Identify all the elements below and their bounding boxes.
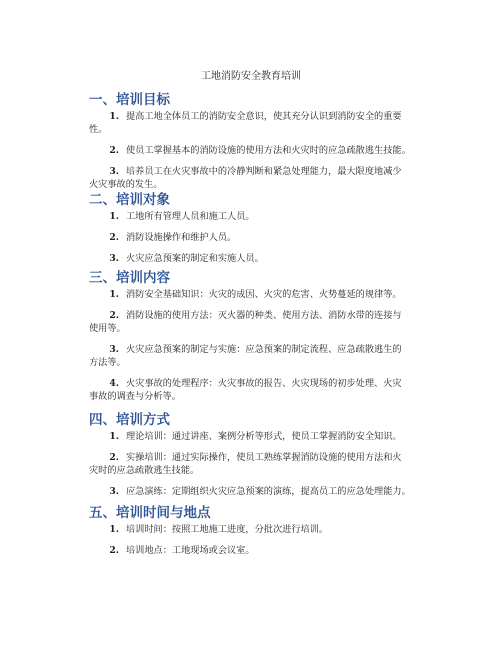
section-heading: 三、培训内容 [89,270,170,286]
section-heading: 四、培训方式 [89,412,170,428]
section-4 [89,412,439,506]
list-item-number: 3. [109,344,119,355]
list-item-text: 火灾事故的处理程序：火灾事故的报告、火灾现场的初步处理、火灾 [126,378,402,389]
list-item-text: 火灾事故的发生。 [89,179,163,190]
list-item [89,343,439,369]
section-5 [89,505,439,565]
list-item-number: 1. [109,431,119,442]
section-heading: 五、培训时间与地点 [89,505,211,521]
list-item-text: 培训时间：按照工地施工进度，分批次进行培训。 [126,524,329,535]
list-item-number: 1. [109,289,119,300]
list-item-text: 事故的调查与分析等。 [89,391,181,402]
list-item-number: 3. [109,166,119,177]
list-item [89,144,439,157]
list-item [89,288,439,301]
list-item-text: 工地所有管理人员和施工人员。 [126,211,255,222]
list-item-text: 消防安全基础知识：火灾的成因、火灾的危害、火势蔓延的规律等。 [126,289,402,300]
section-2 [89,192,439,273]
list-item-text: 灾时的应急疏散逃生技能。 [89,465,200,476]
list-item-text: 性。 [89,124,108,135]
list-item [89,377,439,403]
document-title: 工地消防安全教育培训 [201,71,301,82]
list-item-number: 1. [109,524,119,535]
list-item-text: 提高工地全体员工的消防安全意识，使其充分认识到消防安全的重要 [126,111,402,122]
list-item-text: 消防设施操作和维护人员。 [126,232,237,243]
list-item [89,544,439,557]
list-item-number: 3. [109,486,119,497]
section-3 [89,270,439,411]
list-item-text: 火灾应急预案的制定与实施：应急预案的制定流程、应急疏散逃生的 [126,344,402,355]
list-item [89,165,439,191]
list-item-text: 实操培训：通过实际操作，使员工熟练掌握消防设施的使用方法和火 [126,452,402,463]
list-item [89,451,439,477]
list-item-text: 火灾应急预案的制定和实施人员。 [126,253,264,264]
list-item-text: 消防设施的使用方法：灭火器的种类、使用方法、消防水带的连接与 [126,310,402,321]
list-item [89,110,439,136]
list-item-number: 2. [109,145,119,156]
list-item-number: 2. [109,545,119,556]
list-item-text: 培训地点：工地现场或会议室。 [126,545,255,556]
list-item-number: 3. [109,253,119,264]
list-item [89,430,439,443]
list-item [89,523,439,536]
list-item-number: 1. [109,111,119,122]
section-heading: 一、培训目标 [89,92,170,108]
list-item-text: 培养员工在火灾事故中的冷静判断和紧急处理能力，最大限度地减少 [126,166,402,177]
list-item-number: 1. [109,211,119,222]
list-item [89,485,439,498]
section-1 [89,92,439,199]
list-item-text: 使用等。 [89,323,126,334]
list-item [89,309,439,335]
list-item-text: 方法等。 [89,357,126,368]
list-item-number: 4. [109,378,119,389]
list-item-text: 理论培训：通过讲座、案例分析等形式，使员工掌握消防安全知识。 [126,431,402,442]
list-item-number: 2. [109,452,119,463]
section-heading: 二、培训对象 [89,192,170,208]
list-item [89,210,439,223]
list-item-number: 2. [109,310,119,321]
list-item-text: 应急演练：定期组织火灾应急预案的演练，提高员工的应急处理能力。 [126,486,411,497]
list-item-number: 2. [109,232,119,243]
list-item-text: 使员工掌握基本的消防设施的使用方法和火灾时的应急疏散逃生技能。 [126,145,411,156]
list-item [89,252,439,265]
list-item [89,231,439,244]
